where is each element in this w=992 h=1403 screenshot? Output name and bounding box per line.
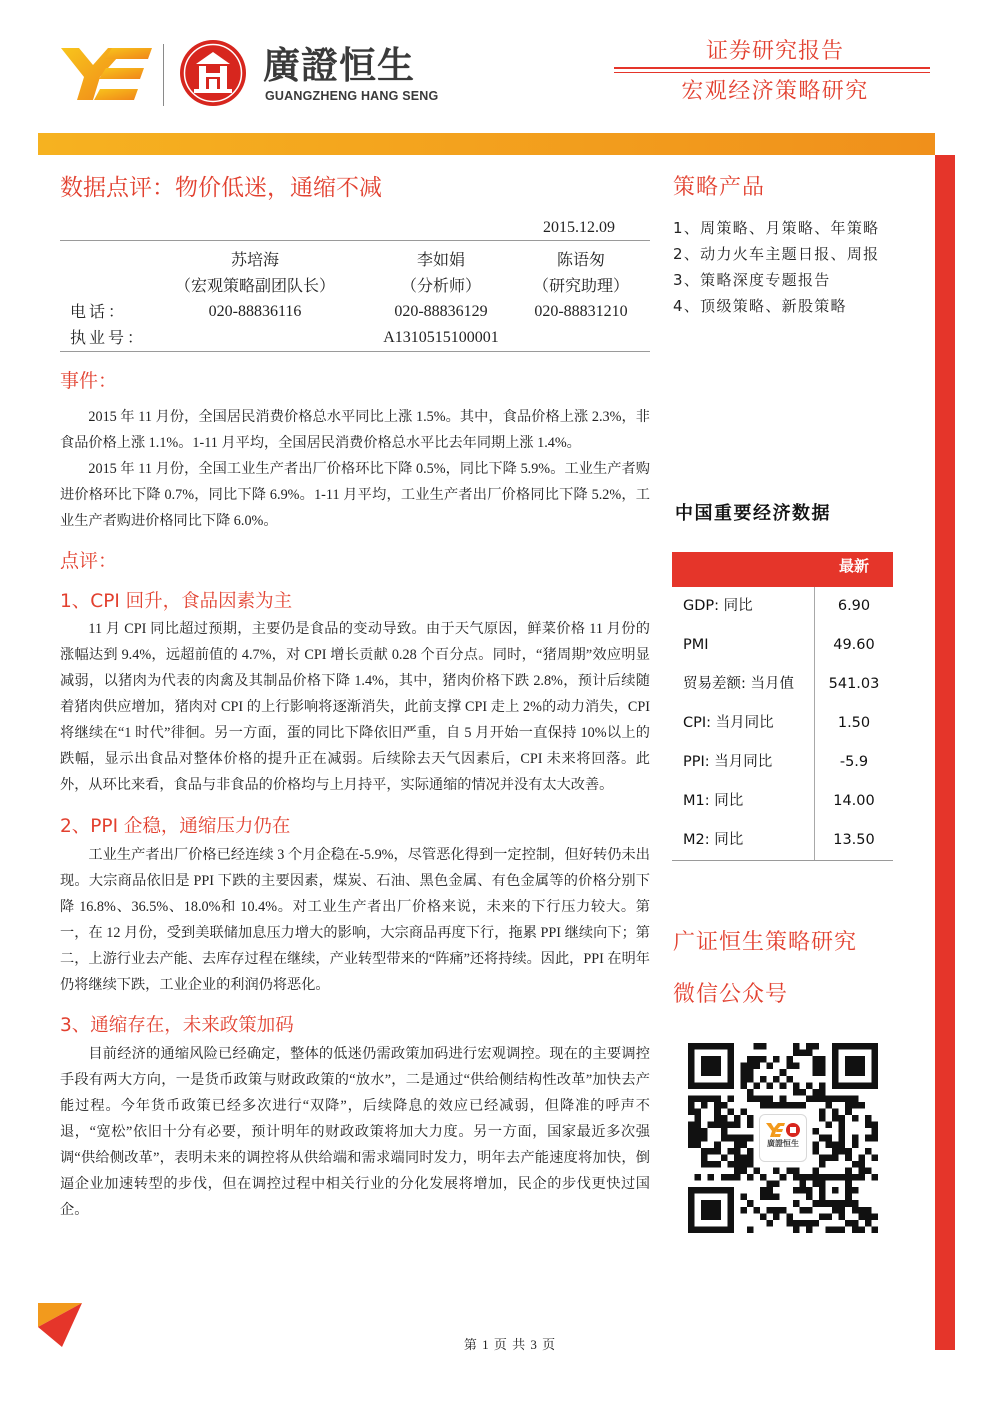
- main-column: [60, 172, 650, 1223]
- qr-logo-text: 廣證恒生: [767, 1139, 799, 1148]
- table-row: [672, 665, 893, 704]
- indicator-label: CPI: 当月同比: [672, 704, 815, 743]
- ye-logo-icon: [58, 44, 154, 104]
- table-row: [672, 743, 893, 782]
- seal-logo-icon: [179, 39, 247, 107]
- indicator-value: 14.00: [833, 793, 875, 809]
- author-name: 李如娟: [416, 250, 465, 269]
- review-heading: 点评：: [60, 550, 118, 572]
- author-license-number: A1310515100001: [383, 329, 499, 346]
- list-item: 1、周策略、月策略、年策略: [673, 219, 880, 237]
- list-item: 4、顶级策略、新股策略: [673, 297, 847, 315]
- license-label: 执业号：: [70, 328, 147, 347]
- event-paragraph: 2015 年 11 月份，全国工业生产者出厂价格环比下降 0.5%，同比下降 5.9%。工业生产者购进价格环比下降 0.7%，同比下降 6.9%。1-11 月平均，工业生产者出厂价格同比下降 5.2%，工业生产者购进价格同比下降 6.0%。: [60, 461, 650, 529]
- products-heading: 策略产品: [673, 175, 766, 200]
- indicator-value: 541.03: [828, 676, 880, 692]
- author-table-blank: [140, 325, 370, 351]
- table-row: [672, 626, 893, 665]
- table-row: [672, 821, 893, 860]
- section-heading-ppi: 2、PPI 企稳，通缩压力仍在: [60, 816, 291, 837]
- header-band: [38, 133, 935, 155]
- event-heading: 事件：: [60, 370, 118, 392]
- wechat-heading: 广证恒生策略研究: [673, 930, 858, 955]
- corner-decoration-icon: [38, 1303, 84, 1349]
- section-heading-policy: 3、通缩存在，未来政策加码: [60, 1015, 294, 1036]
- author-table-blank: [512, 325, 650, 351]
- section-heading-cpi: 1、CPI 回升，食品因素为主: [60, 591, 293, 612]
- indicator-label: PMI: [672, 626, 815, 665]
- author-role: （研究助理）: [532, 276, 629, 295]
- event-paragraph: 2015 年 11 月份，全国居民消费价格总水平同比上涨 1.5%。其中，食品价格上涨 2.3%，非食品价格上涨 1.1%。1-11 月平均，全国居民消费价格总水平比去年同期上涨 1.4%。: [60, 409, 650, 451]
- side-strip: [935, 155, 955, 1350]
- author-phone: 020-88836129: [394, 303, 488, 320]
- author-phone: 020-88831210: [534, 303, 628, 320]
- table-row: [672, 782, 893, 821]
- indicator-value: -5.9: [839, 754, 869, 770]
- author-phone: 020-88836116: [208, 303, 302, 320]
- brand-name-en: GUANGZHENG HANG SENG: [265, 89, 439, 103]
- econ-data-heading: 中国重要经济数据: [675, 503, 831, 524]
- report-date: 2015.12.09: [60, 216, 650, 241]
- indicator-label: PPI: 当月同比: [672, 743, 815, 782]
- indicator-value: 49.60: [833, 637, 875, 653]
- products-list: [673, 215, 903, 319]
- author-name: 陈语匆: [556, 250, 605, 269]
- indicator-label: GDP: 同比: [672, 587, 815, 626]
- phone-label: 电话：: [70, 302, 128, 321]
- author-table: [60, 247, 650, 352]
- table-row: [672, 587, 893, 626]
- indicator-value: 1.50: [837, 715, 871, 731]
- report-type: 证券研究报告: [705, 39, 844, 64]
- list-item: 2、动力火车主题日报、周报: [673, 245, 880, 263]
- indicator-label: M1: 同比: [672, 782, 815, 821]
- table-row: [672, 704, 893, 743]
- qr-center-logo: [759, 1114, 807, 1162]
- header-rule: [614, 67, 930, 73]
- section-paragraph-cpi: 11 月 CPI 同比超过预期，主要仍是食品的变动导致。由于天气原因，鲜菜价格 11 月份的涨幅达到 9.4%，远超前值的 4.7%，对 CPI 增长贡献 0.28 个百分点。同时，“猪周期”效应明显减弱，以猪肉为代表的肉禽及其制品价格下降 1.4%，其中，猪肉价格下跌 2.8%，预计后续随着猪肉供应增加，猪肉对 CPI 的上行影响将逐渐消失，此前支撑 CPI 走上 2%的动力消失，CPI 将继续在“1 时代”徘徊。另一方面，蛋的同比下降依旧严重，自 5 月开始一直保持 10%以上的跌幅，显示出食品对整体价格的提升正在减弱。后续除去天气因素后，CPI 未来将回落。此外，从环比来看，食品与非食品的价格均与上月持平，实际通缩的情况并没有太大改善。: [60, 621, 650, 793]
- author-role: （分析师）: [400, 276, 481, 295]
- page-number: 第 1 页 共 3 页: [463, 1337, 557, 1352]
- list-item: 3、策略深度专题报告: [673, 271, 831, 289]
- indicator-label: 贸易差额: 当月值: [672, 665, 815, 704]
- econ-data-table: [672, 552, 893, 861]
- section-paragraph-ppi: 工业生产者出厂价格已经连续 3 个月企稳在-5.9%，尽管恶化得到一定控制，但好转仍未出现。大宗商品依旧是 PPI 下跌的主要因素，煤炭、石油、黑色金属、有色金属等的价格分别下降 16.8%、36.5%、18.0%和 10.4%。对工业生产者出厂价格来说，未来的下行压力较大。第一，在 12 月份，受到美联储加息压力增大的影响，大宗商品再度下行，拖累 PPI 继续向下；第二，上游行业去产能、去库存过程在继续，产业转型带来的“阵痛”还将持续。因此，PPI 在明年仍将继续下跌，工业企业的利润仍将恶化。: [60, 847, 650, 993]
- header-divider: [163, 44, 164, 106]
- table-body: [672, 587, 893, 861]
- section-paragraph-policy: 目前经济的通缩风险已经确定，整体的低迷仍需政策加码进行宏观调控。现在的主要调控手段有两大方向，一是货币政策与财政政策的“放水”，二是通过“供给侧结构性改革”加快去产能过程。今年货币政策已经多次进行“双降”，后续降息的效应已经减弱，但降准的呼声不退，“宽松”依旧十分有必要，预计明年的财政政策将加大力度。另一方面，国家最近多次强调“供给侧改革”，表明未来的调控将从供给端和需求端同时发力，明年去产能速度将加快，倒逼企业加速转型的步伐，但在调控过程中相关行业的分化发展将增加，民企的步伐更快过国企。: [60, 1046, 650, 1218]
- report-title: 数据点评：物价低迷，通缩不减: [60, 175, 382, 201]
- table-header: [672, 552, 893, 587]
- indicator-value: 6.90: [837, 598, 871, 614]
- indicator-value: 13.50: [833, 832, 875, 848]
- author-name: 苏培海: [230, 250, 279, 269]
- author-table-blank: [60, 247, 140, 273]
- report-category: 宏观经济策略研究: [681, 79, 869, 104]
- author-table-blank: [60, 273, 140, 299]
- brand-name: 廣證恒生: [263, 44, 415, 87]
- wechat-subheading: 微信公众号: [673, 982, 789, 1007]
- indicator-label: M2: 同比: [672, 821, 815, 860]
- qr-brand-logo-icon: [765, 1122, 801, 1138]
- author-role: （宏观策略副团队长）: [174, 276, 335, 295]
- column-header-latest: 最新: [838, 557, 869, 575]
